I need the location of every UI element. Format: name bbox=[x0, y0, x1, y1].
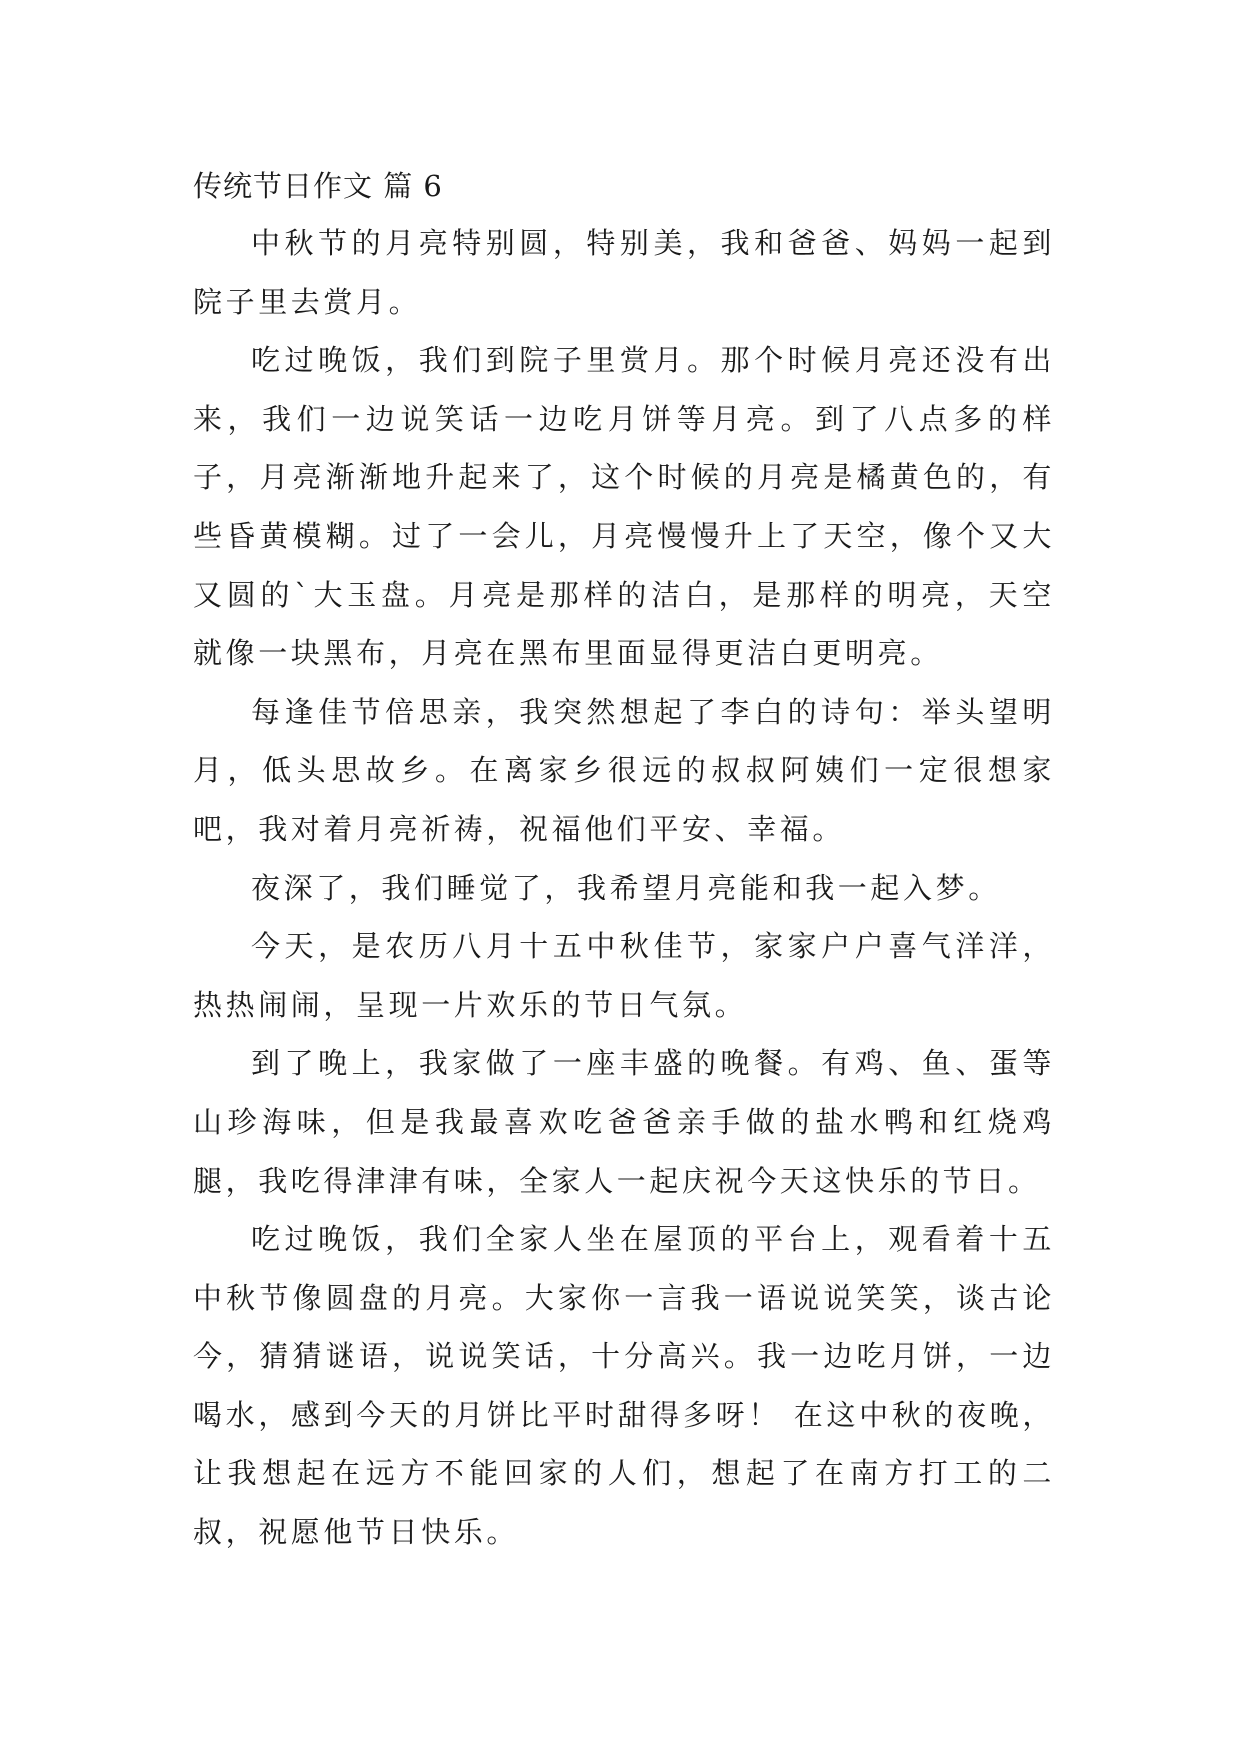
paragraph: 中秋节的月亮特别圆，特别美，我和爸爸、妈妈一起到院子里去赏月。 bbox=[193, 226, 1055, 319]
paragraph: 每逢佳节倍思亲，我突然想起了李白的诗句：举头望明月，低头思故乡。在离家乡很远的叔叔阿姨们一定很想家吧，我对着月亮祈祷，祝福他们平安、幸福。 bbox=[193, 694, 1055, 846]
document-body bbox=[193, 214, 1055, 1562]
paragraph: 今天，是农历八月十五中秋佳节，家家户户喜气洋洋，热热闹闹，呈现一片欢乐的节日气氛。 bbox=[193, 929, 1055, 1022]
document-title: 传统节日作文 篇 6 bbox=[193, 169, 443, 203]
paragraph: 吃过晚饭，我们到院子里赏月。那个时候月亮还没有出来，我们一边说笑话一边吃月饼等月亮。到了八点多的样子，月亮渐渐地升起来了，这个时候的月亮是橘黄色的，有些昏黄模糊。过了一会儿，月亮慢慢升上了天空，像个又大又圆的`大玉盘。月亮是那样的洁白，是那样的明亮，天空就像一块黑布，月亮在黑布里面显得更洁白更明亮。 bbox=[193, 343, 1055, 671]
paragraph: 吃过晚饭，我们全家人坐在屋顶的平台上，观看着十五中秋节像圆盘的月亮。大家你一言我一语说说笑笑，谈古论今，猜猜谜语，说说笑话，十分高兴。我一边吃月饼，一边喝水，感到今天的月饼比平时甜得多呀！ 在这中秋的夜晚，让我想起在远方不能回家的人们，想起了在南方打工的二叔，祝愿他节日快乐。 bbox=[193, 1222, 1055, 1550]
paragraph: 夜深了，我们睡觉了，我希望月亮能和我一起入梦。 bbox=[251, 870, 1001, 905]
paragraph: 到了晚上，我家做了一座丰盛的晚餐。有鸡、鱼、蛋等山珍海味，但是我最喜欢吃爸爸亲手做的盐水鸭和红烧鸡腿，我吃得津津有味，全家人一起庆祝今天这快乐的节日。 bbox=[193, 1046, 1055, 1198]
